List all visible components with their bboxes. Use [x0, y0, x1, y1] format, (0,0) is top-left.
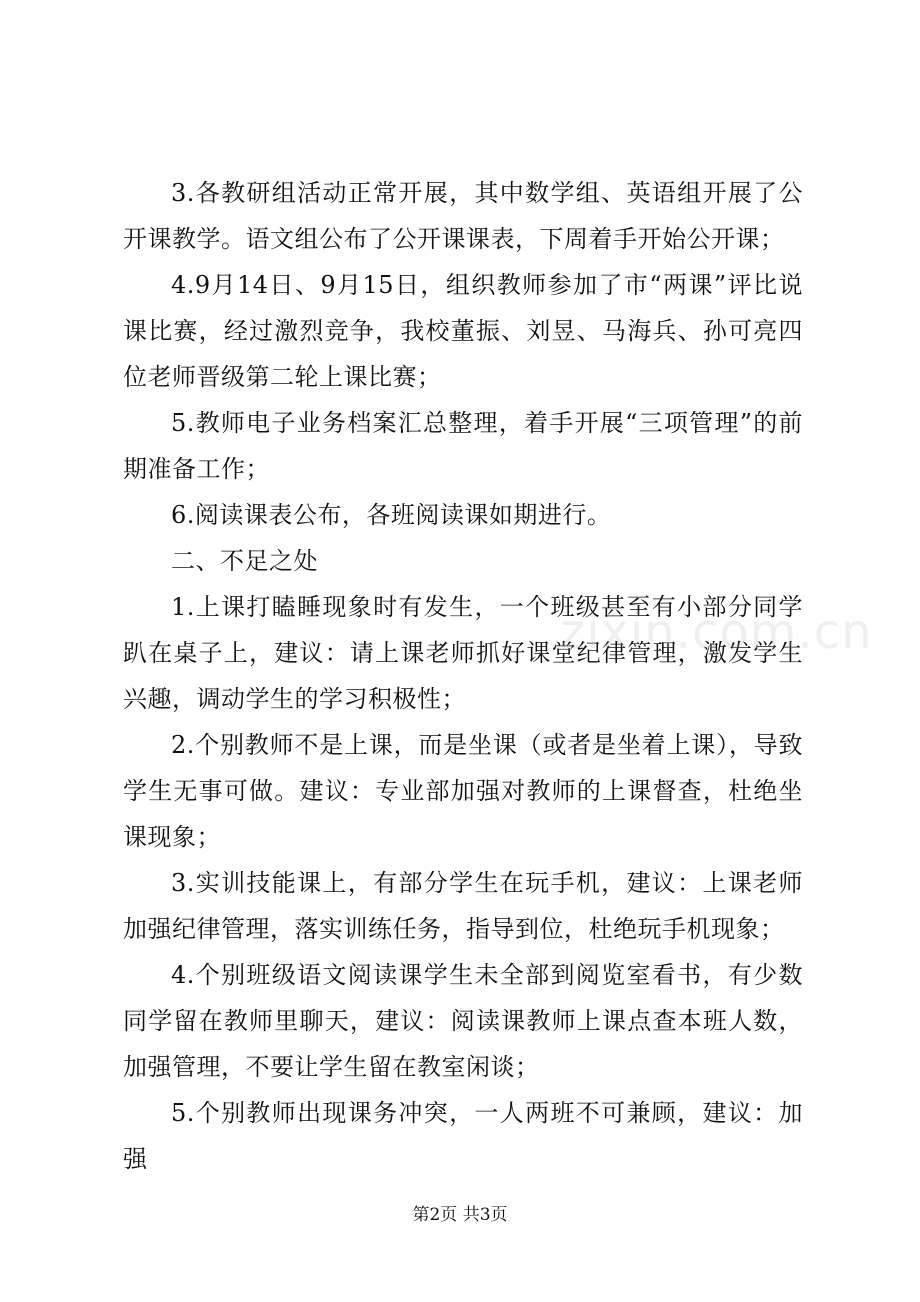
- shortcoming-item-3: 3.实训技能课上，有部分学生在玩手机，建议：上课老师加强纪律管理，落实训练任务，指导到位，杜绝玩手机现象；: [123, 869, 803, 943]
- shortcoming-item-4: 4.个别班级语文阅读课学生未全部到阅览室看书，有少数同学留在教师里聊天，建议：阅读课教师上课点查本班人数，加强管理，不要让学生留在教室闲谈；: [123, 961, 803, 1081]
- paragraph-item-5: 5.教师电子业务档案汇总整理，着手开展“三项管理”的前期准备工作；: [123, 409, 803, 483]
- section-heading-shortcomings: 二、不足之处: [171, 547, 318, 575]
- paragraph-item-3: 3.各教研组活动正常开展，其中数学组、英语组开展了公开课教学。语文组公布了公开课课表，下周着手开始公开课；: [123, 179, 803, 253]
- shortcoming-item-1: 1.上课打瞌睡现象时有发生，一个班级甚至有小部分同学趴在桌子上，建议：请上课老师抓好课堂纪律管理，激发学生兴趣，调动学生的学习积极性；: [123, 593, 803, 713]
- watermark: zixin.com.cn: [560, 604, 873, 660]
- shortcoming-item-2: 2.个别教师不是上课，而是坐课（或者是坐着上课），导致学生无事可做。建议：专业部加强对教师的上课督查，杜绝坐课现象；: [123, 731, 803, 851]
- page-footer: 第2页 共3页: [412, 1205, 508, 1225]
- paragraph-item-4: 4.9月14日、9月15日，组织教师参加了市“两课”评比说课比赛，经过激烈竞争，我校董振、刘昱、马海兵、孙可亮四位老师晋级第二轮上课比赛；: [123, 271, 803, 391]
- shortcoming-item-5: 5.个别教师出现课务冲突，一人两班不可兼顾，建议：加强: [123, 1099, 803, 1173]
- paragraph-item-6: 6.阅读课表公布，各班阅读课如期进行。: [171, 501, 612, 529]
- document-body: [123, 170, 803, 1182]
